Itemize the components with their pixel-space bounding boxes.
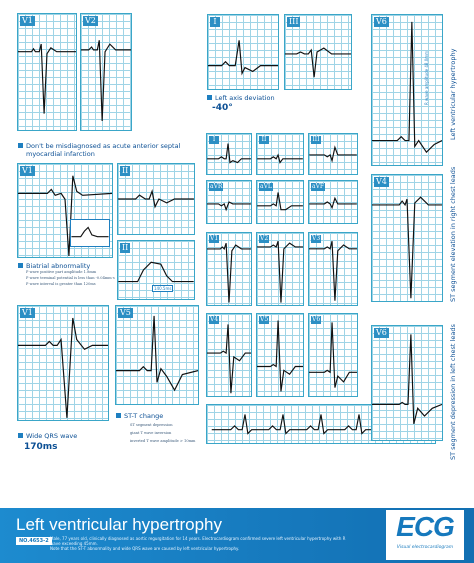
ecg-trace-v6-right — [372, 326, 442, 440]
ecg-trace-v6-tall — [372, 15, 442, 165]
footer-note-line2: Note that the ST-T abnormality and wide QRS wave are caused by left ventricular hypertrophy. — [50, 546, 240, 551]
ecg-panel-12-v3 — [308, 232, 358, 306]
lead-label: V1 — [210, 235, 219, 242]
lead-label: V5 — [260, 316, 269, 323]
lead-label: aVF — [312, 183, 325, 190]
ecg-trace-12-avf — [309, 181, 357, 223]
ecg-panel-v2-top — [80, 13, 132, 131]
bullet-icon — [18, 433, 23, 438]
lead-label: V4 — [210, 316, 219, 323]
st-elevation-vertical-label: ST segment elevation in right chest leads — [449, 166, 457, 302]
lead-label: V1 — [22, 16, 33, 25]
p-duration-label: 140.5ms — [154, 286, 172, 291]
ecg-panel-12-ii — [256, 133, 304, 175]
biatrial-caption — [18, 262, 90, 270]
lead-label: III — [289, 17, 299, 26]
ecg-trace-12-v6 — [309, 314, 357, 396]
stt-note-3: inverted T wave amplitude > 10mm — [130, 439, 196, 443]
footer-number-badge: NO.4653-2 — [16, 537, 52, 545]
lead-label: I — [209, 136, 219, 144]
ecg-panel-12-v2 — [256, 232, 304, 306]
ecg-panel-v1-mid — [17, 163, 113, 258]
ecg-panel-lead-ii — [117, 163, 195, 235]
ecg-panel-lead-ii-zoom — [117, 240, 195, 300]
left-axis-label: Left axis deviation — [215, 94, 275, 102]
biatrial-note-1: P wave positive part amplitude 1.8mm — [26, 270, 97, 274]
lead-label: aVL — [260, 183, 272, 190]
ecg-panel-v4-right — [371, 174, 443, 302]
ecg-panel-v6-right — [371, 325, 443, 441]
ecg-panel-12-avf — [308, 180, 358, 224]
biatrial-label: Biatrial abnormality — [26, 262, 91, 270]
ecg-panel-12-avl — [256, 180, 304, 224]
ecg-panel-lead-i — [207, 14, 279, 90]
ecg-panel-v6-tall — [371, 14, 443, 166]
ecg-trace-lead-iii — [285, 15, 351, 89]
ecg-trace-12-avl — [257, 181, 303, 223]
ecg-panel-12-avr — [206, 180, 252, 224]
stt-note-1: ST segment depression — [130, 423, 173, 427]
p-wave-inset-trace — [71, 220, 109, 246]
misdiagnosis-line1: Don't be misdiagnosed as acute anterior septal — [26, 142, 181, 150]
lead-label: II — [259, 136, 269, 144]
ecg-trace-12-v5 — [257, 314, 303, 396]
footer-note — [50, 536, 350, 551]
stt-caption — [116, 412, 163, 420]
stt-note-2: giant T wave inversion — [130, 431, 172, 435]
ecg-trace-lead-i — [208, 15, 278, 89]
footer-note-line1: Male, 77 years old, clinically diagnosed as aortic regurgitation for 14 years. Electrocardiogram confirmed severe left ventricular hypertrophy with R wave exceeding 45mm. — [50, 536, 346, 546]
ecg-trace-12-avr — [207, 181, 251, 223]
wide-qrs-label: Wide QRS wave — [26, 432, 78, 440]
ecg-trace-12-i — [207, 134, 251, 174]
lead-label: V5 — [120, 308, 131, 317]
lead-label: III — [312, 136, 320, 143]
ecg-panel-12-v5 — [256, 313, 304, 397]
ecg-panel-v5-bottom — [115, 305, 199, 405]
ecg-panel-lead-iii — [284, 14, 352, 90]
ecg-trace-12-v1 — [207, 233, 251, 305]
lead-label: V2 — [260, 235, 269, 242]
misdiagnosis-line2: myocardial infarction — [26, 150, 95, 158]
lvh-vertical-label: Left ventricular hypertrophy — [449, 48, 457, 140]
ecg-trace-12-v3 — [309, 233, 357, 305]
lead-label: I — [210, 17, 220, 27]
lead-label: V4 — [376, 177, 387, 186]
bullet-icon — [116, 413, 121, 418]
r-wave-amplitude-label: R wave amplitude 48.0mm — [424, 50, 429, 105]
ecg-panel-12-i — [206, 133, 252, 175]
bullet-icon — [18, 263, 23, 268]
ecg-logo-text: ECG — [396, 511, 454, 542]
lead-label: V3 — [312, 235, 321, 242]
lead-label: II — [122, 166, 129, 175]
ecg-trace-v2-top — [81, 14, 131, 130]
ecg-panel-12-iii — [308, 133, 358, 175]
ecg-panel-12-v1 — [206, 232, 252, 306]
lead-label: V2 — [85, 16, 96, 25]
left-axis-value: -40° — [212, 103, 233, 113]
ecg-trace-12-ii — [257, 134, 303, 174]
lead-label: V1 — [22, 166, 33, 175]
ecg-trace-v4-right — [372, 175, 442, 301]
ecg-trace-12-v2 — [257, 233, 303, 305]
lead-label: II — [122, 243, 129, 252]
bullet-icon — [207, 95, 212, 100]
ecg-trace-lead-ii — [118, 164, 194, 234]
bullet-icon — [18, 143, 23, 148]
ecg-panel-12-v6 — [308, 313, 358, 397]
p-wave-inset — [70, 219, 110, 247]
ecg-trace-12-v4 — [207, 314, 251, 396]
biatrial-note-3: P wave interval is greater than 120ms — [26, 282, 96, 286]
ecg-trace-v1-bottom — [18, 306, 108, 420]
footer-title: Left ventricular hypertrophy — [16, 515, 222, 534]
left-axis-caption — [207, 94, 275, 102]
ecg-panel-v1-top — [17, 13, 77, 131]
lead-label: aVR — [210, 183, 223, 190]
lead-label: V6 — [376, 328, 387, 337]
wide-qrs-caption — [18, 432, 77, 440]
biatrial-note-2: P wave terminal potential is less than -0.04mm·s — [26, 276, 115, 280]
lead-label: V1 — [22, 308, 33, 317]
lead-label: V6 — [312, 316, 321, 323]
stt-label: ST-T change — [124, 412, 164, 420]
st-depression-vertical-label: ST segment depression in left chest leads — [449, 324, 457, 460]
ecg-panel-12-v4 — [206, 313, 252, 397]
lead-label: V6 — [376, 17, 387, 26]
misdiagnosis-caption — [18, 142, 203, 158]
ecg-trace-v1-top — [18, 14, 76, 130]
ecg-trace-v5-bottom — [116, 306, 198, 404]
ecg-logo-subtitle: Visual electrocardiogram — [396, 545, 454, 550]
ecg-trace-12-iii — [309, 134, 357, 174]
wide-qrs-value: 170ms — [24, 442, 58, 452]
ecg-panel-v1-bottom — [17, 305, 109, 421]
